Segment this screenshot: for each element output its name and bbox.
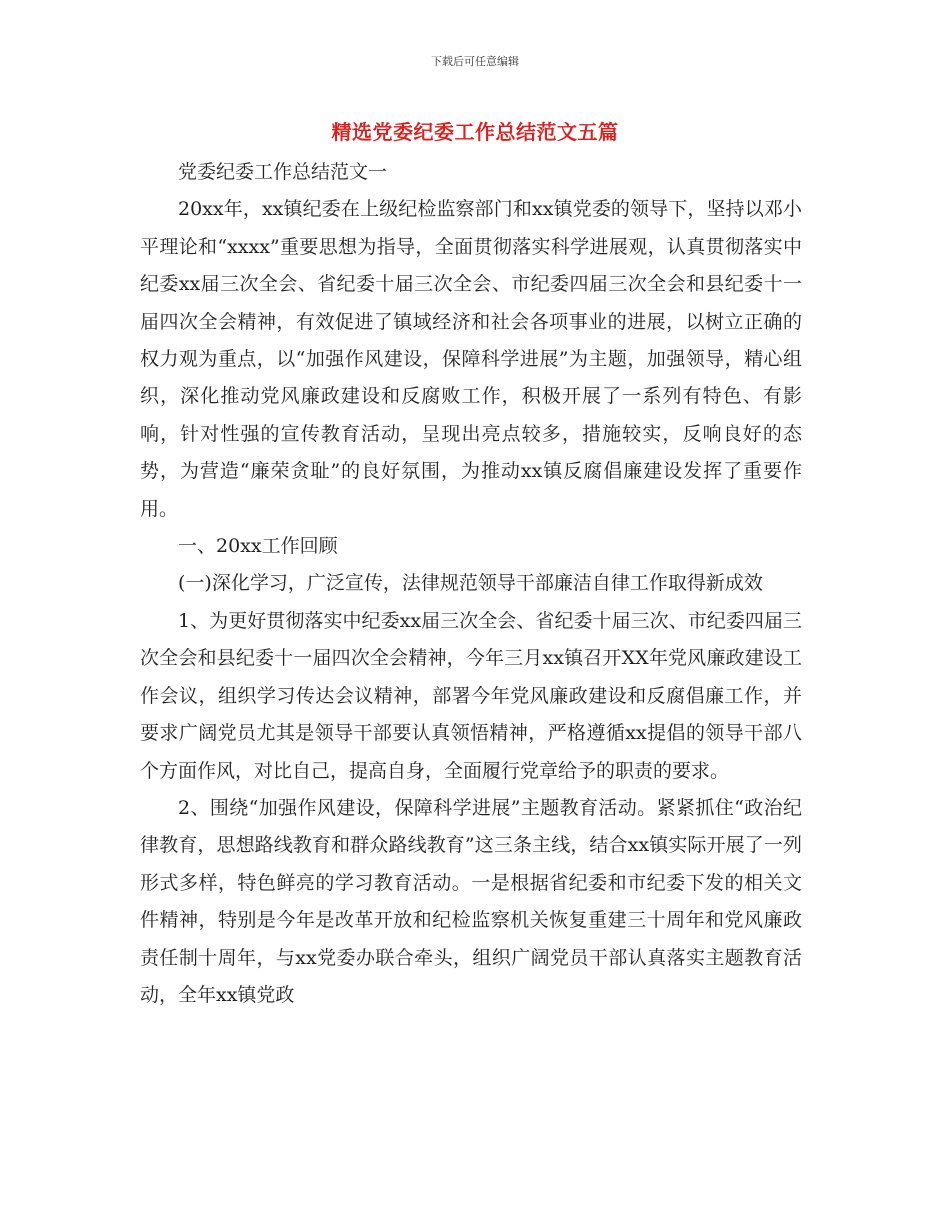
section-heading: 党委纪委工作总结范文一 (178, 161, 388, 183)
section-heading: 一、20xx工作回顾 (178, 535, 338, 558)
body-paragraph: 20xx年，xx镇纪委在上级纪检监察部门和xx镇党委的领导下，坚持以邓小平理论和“xxxx”重要思想为指导，全面贯彻落实科学进展观，认真贯彻落实中纪委xx届三次全会、省纪委十届三次全会、市纪委四届三次全会和县纪委十一届四次全会精神，有效促进了镇域经济和社会各项事业的进展，以树立正确的权力观为重点，以“加强作风建设，保障科学进展”为主题，加强领导，精心组织，深化推动党风廉政建设和反腐败工作，积极开展了一系列有特色、有影响，针对性强的宣传教育活动，呈现出亮点较多，措施较实，反响良好的态势，为营造“廉荣贪耻”的良好氛围，为推动xx镇反腐倡廉建设发挥了重要作用。 (140, 198, 802, 520)
body-paragraph: 1、为更好贯彻落实中纪委xx届三次全会、省纪委十届三次、市纪委四届三次全会和县纪委十一届四次全会精神，今年三月xx镇召开XX年党风廉政建设工作会议，组织学习传达会议精神，部署今年党风廉政建设和反腐倡廉工作，并要求广阔党员尤其是领导干部要认真领悟精神，严格遵循xx提倡的领导干部八个方面作风，对比自己，提高自身，全面履行党章给予的职责的要求。 (140, 609, 802, 782)
body-paragraph: 2、围绕“加强作风建设，保障科学进展”主题教育活动。紧紧抓住“政治纪律教育，思想路线教育和群众路线教育”这三条主线，结合xx镇实际开展了一列形式多样，特色鲜亮的学习教育活动。一是根据省纪委和市纪委下发的相关文件精神，特别是今年是改革开放和纪检监察机关恢复重建三十周年和党风廉政责任制十周年，与xx党委办联合牵头，组织广阔党员干部认真落实主题教育活动，全年xx镇党政 (140, 796, 802, 1006)
document-title: 精选党委纪委工作总结范文五篇 (331, 120, 619, 144)
page-header-note: 下载后可任意编辑 (431, 55, 519, 68)
document-body (140, 154, 802, 1014)
subsection-heading: (一)深化学习，广泛宣传，法律规范领导干部廉洁自律工作取得新成效 (178, 572, 763, 595)
